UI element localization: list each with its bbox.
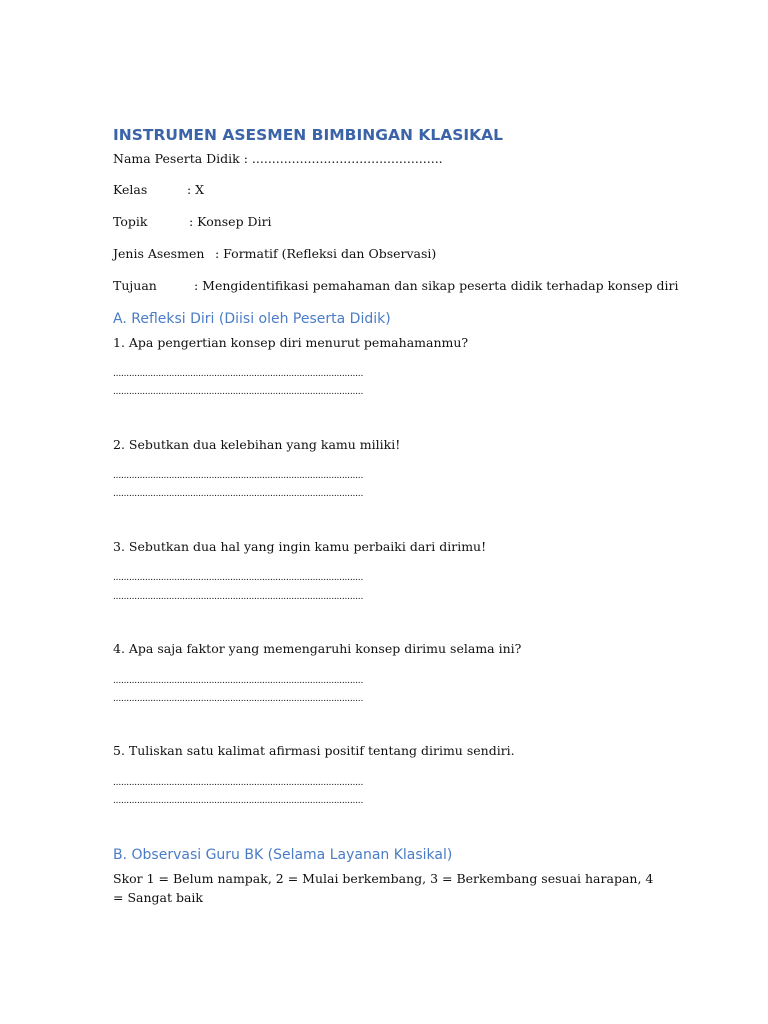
answer-line-3b[interactable]: .............................................................................................. [113, 592, 364, 602]
answer-line-1a[interactable]: .............................................................................................. [113, 369, 364, 379]
field-tujuan-label: Tujuan [113, 278, 157, 293]
field-topik [113, 214, 272, 229]
field-tujuan-value: : Mengidentifikasi pemahaman dan sikap peserta didik terhadap konsep diri [194, 278, 679, 293]
field-nama [113, 151, 443, 166]
answer-line-2a[interactable]: .............................................................................................. [113, 471, 364, 481]
field-topik-value: : Konsep Diri [189, 214, 272, 229]
field-jenis-asesmen-value: : Formatif (Refleksi dan Observasi) [215, 246, 437, 261]
section-b-heading: B. Observasi Guru BK (Selama Layanan Klasikal) [113, 847, 453, 863]
answer-line-1b[interactable]: .............................................................................................. [113, 387, 364, 397]
field-nama-label: Nama Peserta Didik [113, 151, 240, 166]
answer-line-2b[interactable]: .............................................................................................. [113, 489, 364, 499]
answer-line-4a[interactable]: .............................................................................................. [113, 676, 364, 686]
answer-line-3a[interactable]: .............................................................................................. [113, 573, 364, 583]
answer-line-5b[interactable]: .............................................................................................. [113, 796, 364, 806]
field-kelas-label: Kelas [113, 182, 148, 197]
question-4: 4. Apa saja faktor yang memengaruhi konsep dirimu selama ini? [113, 641, 522, 656]
question-5: 5. Tuliskan satu kalimat afirmasi positif tentang dirimu sendiri. [113, 743, 515, 758]
field-kelas-value: : X [187, 182, 205, 197]
field-nama-value: : ................................................ [243, 151, 443, 166]
question-1: 1. Apa pengertian konsep diri menurut pemahamanmu? [113, 335, 469, 350]
field-jenis-asesmen-label: Jenis Asesmen [113, 246, 205, 261]
question-2: 2. Sebutkan dua kelebihan yang kamu miliki! [113, 437, 401, 452]
score-scale-text: Skor 1 = Belum nampak, 2 = Mulai berkembang, 3 = Berkembang sesuai harapan, 4 = Sangat baik [113, 871, 654, 905]
field-tujuan [113, 278, 679, 293]
section-a-heading: A. Refleksi Diri (Diisi oleh Peserta Didik) [113, 311, 391, 327]
field-kelas [113, 182, 205, 197]
answer-line-5a[interactable]: .............................................................................................. [113, 778, 364, 788]
document-title: INSTRUMEN ASESMEN BIMBINGAN KLASIKAL [113, 126, 504, 144]
field-topik-label: Topik [113, 214, 148, 229]
answer-line-4b[interactable]: .............................................................................................. [113, 694, 364, 704]
field-jenis-asesmen [113, 246, 437, 261]
question-3: 3. Sebutkan dua hal yang ingin kamu perbaiki dari dirimu! [113, 539, 487, 554]
